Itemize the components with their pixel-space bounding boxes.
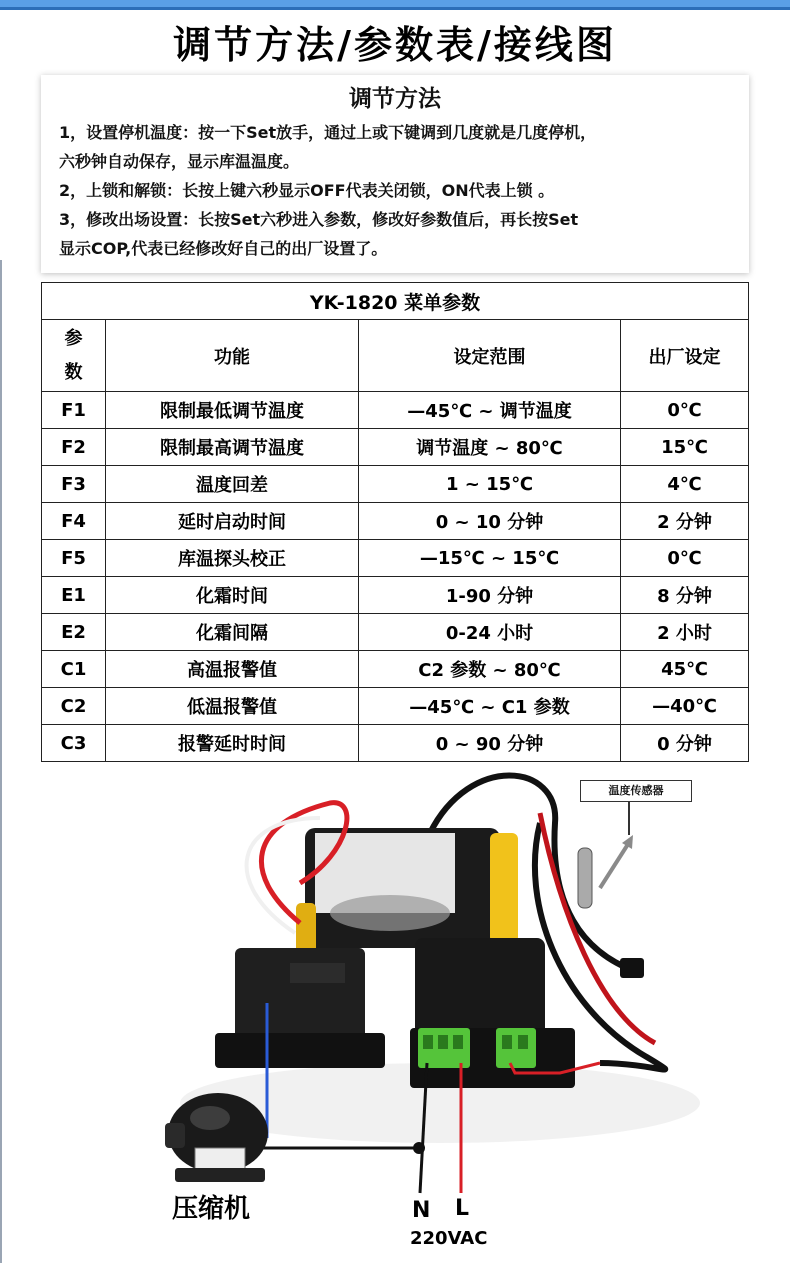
table-row [42, 614, 749, 651]
param-range: C2 参数 ~ 80℃ [359, 651, 621, 688]
table-row [42, 392, 749, 429]
header-function: 功能 [106, 320, 359, 392]
method-line: 3，修改出场设置：长按Set六秒进入参数，修改好参数值后，再长按Set [59, 210, 579, 229]
param-factory: —40℃ [621, 688, 749, 725]
voltage-label: 220VAC [410, 1228, 488, 1249]
terminal-screw [453, 1035, 463, 1049]
compressor-label-plate [195, 1148, 245, 1170]
param-range: —45℃ ~ C1 参数 [359, 688, 621, 725]
param-factory: 45℃ [621, 651, 749, 688]
param-factory: 0 分钟 [621, 725, 749, 762]
param-range: 0-24 小时 [359, 614, 621, 651]
top-accent-bar [0, 0, 790, 7]
table-row [42, 540, 749, 577]
top-accent-line [0, 7, 790, 10]
table-caption: YK-1820 菜单参数 [42, 283, 749, 320]
sensor-probe [578, 848, 592, 908]
compressor-label: 压缩机 [172, 1194, 251, 1224]
param-factory: 15℃ [621, 429, 749, 466]
param-code: F2 [42, 429, 106, 466]
param-factory: 0℃ [621, 392, 749, 429]
param-code: C3 [42, 725, 106, 762]
param-code: E1 [42, 577, 106, 614]
table-row [42, 651, 749, 688]
table-caption-row [42, 283, 749, 320]
header-param [42, 320, 106, 392]
method-heading: 调节方法 [349, 86, 441, 112]
method-line: 显示COP,代表已经修改好自己的出厂设置了。 [59, 239, 388, 258]
param-code: C1 [42, 651, 106, 688]
terminal-screw [518, 1035, 528, 1049]
header-factory: 出厂设定 [621, 320, 749, 392]
table-row [42, 577, 749, 614]
header-param-line1: 参 [64, 327, 83, 349]
param-function: 化霜时间 [106, 577, 359, 614]
connector-plug [620, 958, 644, 978]
param-factory: 2 分钟 [621, 503, 749, 540]
method-line: 六秒钟自动保存，显示库温温度。 [59, 152, 300, 171]
param-range: —45℃ ~ 调节温度 [359, 392, 621, 429]
param-function: 高温报警值 [106, 651, 359, 688]
param-function: 库温探头校正 [106, 540, 359, 577]
param-range: 0 ~ 90 分钟 [359, 725, 621, 762]
header-range: 设定范围 [359, 320, 621, 392]
live-label: L [455, 1196, 470, 1221]
method-card [41, 75, 749, 273]
page-title: 调节方法/参数表/接线图 [173, 23, 617, 67]
param-factory: 2 小时 [621, 614, 749, 651]
parameter-table [41, 282, 749, 762]
method-line: 1，设置停机温度：按一下Set放手，通过上或下键调到几度就是几度停机， [59, 123, 597, 142]
param-code: F4 [42, 503, 106, 540]
param-range: 调节温度 ~ 80℃ [359, 429, 621, 466]
sensor-pointer-arrow [600, 841, 630, 888]
table-header-row [42, 320, 749, 392]
controller-bracket-right [490, 833, 518, 943]
sensor-label: 温度传感器 [580, 780, 692, 802]
controller-reflection [330, 895, 450, 931]
table-row [42, 429, 749, 466]
param-code: C2 [42, 688, 106, 725]
param-factory: 8 分钟 [621, 577, 749, 614]
terminal-screw [502, 1035, 512, 1049]
method-instructions [59, 118, 739, 263]
relay-base [215, 1033, 385, 1068]
param-function: 温度回差 [106, 466, 359, 503]
table-row [42, 688, 749, 725]
terminal-screw [423, 1035, 433, 1049]
param-function: 延时启动时间 [106, 503, 359, 540]
compressor-port [165, 1123, 185, 1148]
param-code: F1 [42, 392, 106, 429]
compressor-highlight [190, 1106, 230, 1130]
table-row [42, 725, 749, 762]
param-factory: 0℃ [621, 540, 749, 577]
param-range: 1-90 分钟 [359, 577, 621, 614]
junction-dot [413, 1142, 425, 1154]
neutral-label: N [412, 1198, 431, 1223]
relay-body [235, 948, 365, 1043]
method-line: 2，上锁和解锁：长按上键六秒显示OFF代表关闭锁，ON代表上锁 。 [59, 181, 555, 200]
wiring-diagram [0, 763, 790, 1263]
param-function: 化霜间隔 [106, 614, 359, 651]
param-range: —15℃ ~ 15℃ [359, 540, 621, 577]
table-row [42, 466, 749, 503]
param-factory: 4℃ [621, 466, 749, 503]
param-code: F5 [42, 540, 106, 577]
param-function: 报警延时时间 [106, 725, 359, 762]
param-function: 低温报警值 [106, 688, 359, 725]
param-code: F3 [42, 466, 106, 503]
relay-terminal [290, 963, 345, 983]
param-range: 1 ~ 15℃ [359, 466, 621, 503]
header-param-line2: 数 [64, 361, 83, 383]
param-function: 限制最高调节温度 [106, 429, 359, 466]
terminal-screw [438, 1035, 448, 1049]
param-range: 0 ~ 10 分钟 [359, 503, 621, 540]
compressor-feet [175, 1168, 265, 1182]
table-row [42, 503, 749, 540]
param-function: 限制最低调节温度 [106, 392, 359, 429]
param-code: E2 [42, 614, 106, 651]
